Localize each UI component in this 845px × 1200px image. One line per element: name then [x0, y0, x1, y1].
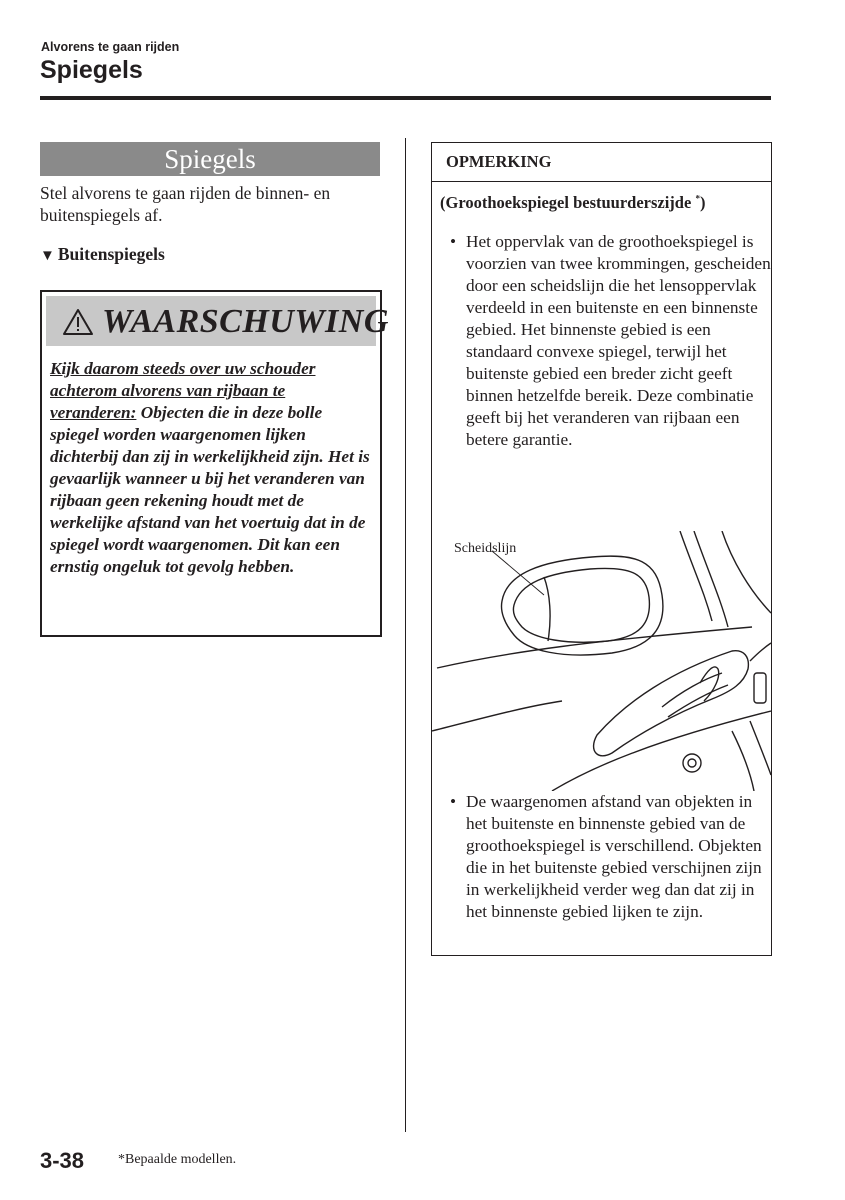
warning-box	[40, 290, 389, 637]
note-heading: OPMERKING	[446, 152, 552, 171]
footnote-mark: *	[695, 193, 700, 204]
bullet-text: Het oppervlak van de groothoekspiegel is voorzien van twee krommingen, gescheiden door een scheidslijn die het lensoppervlak verdeeld in een buitenste en een binnenste gebied. Het binnenste gebied is een standaard convexe spiegel, terwijl het buitenste gebied een breder zicht geeft binnen hetzelfde bereik. Deze combinatie geeft bij het veranderen van rijbaan een betere garantie.	[466, 232, 771, 449]
section-banner: Spiegels	[40, 142, 380, 176]
bullet-text: De waargenomen afstand van objekten in het buitenste en binnenste gebied van de groothoekspiegel is verschillend. Objekten die in het buitenste gebied verschijnen zijn in werkelijkheid verder weg dan dat zij in het binnenste gebied lijken te zijn.	[466, 792, 762, 921]
column-divider	[405, 138, 406, 1132]
warning-title: WAARSCHUWING	[102, 303, 389, 340]
intro-text: Stel alvorens te gaan rijden de binnen- en buitenspiegels af.	[40, 183, 331, 225]
mirror-illustration	[432, 531, 771, 791]
note-subheading: (Groothoekspiegel bestuurderszijde *)	[440, 193, 706, 212]
page-number: 3-38	[40, 1148, 85, 1173]
figure-callout-label: Scheidslijn	[454, 541, 517, 556]
warning-lead: Kijk daarom steeds over uw schouder achterom alvorens van rijbaan te veranderen:	[50, 359, 316, 422]
mirror-drawing	[432, 531, 771, 791]
warning-body: Objecten die in deze bolle spiegel worden waargenomen lijken dichterbij dan zij in werkelijkheid zijn. Het is gevaarlijk wanneer u bij het veranderen van rijbaan geen rekening houdt met de werkelijke afstand van het voertuig dat in de spiegel wordt waargenomen. Dit kan een ernstig ongeluk tot gevolg hebben.	[50, 403, 370, 576]
bullet-icon: •	[450, 792, 457, 811]
note-box	[431, 142, 772, 956]
page-title: Spiegels	[40, 56, 143, 84]
subheading-outside-mirrors	[40, 244, 165, 265]
breadcrumb: Alvorens te gaan rijden	[41, 40, 180, 54]
warning-triangle-icon	[62, 308, 94, 336]
subheading-label: Buitenspiegels	[57, 244, 165, 264]
warning-text	[50, 358, 372, 578]
footnote: *Bepaalde modellen.	[118, 1152, 237, 1167]
header-rule	[40, 96, 771, 100]
warning-header	[46, 296, 389, 346]
bullet-icon: •	[450, 232, 457, 251]
note-header	[432, 143, 771, 182]
triangle-down-icon: ▼	[40, 248, 55, 264]
